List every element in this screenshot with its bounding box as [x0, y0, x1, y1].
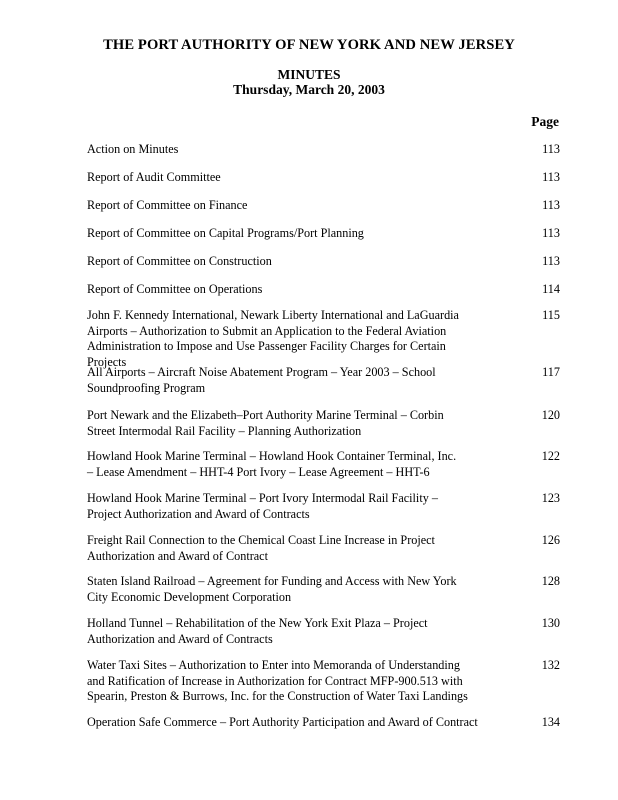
- toc-entry-page-number: 123: [541, 491, 560, 505]
- toc-entry-page-number: 120: [541, 408, 560, 422]
- toc-entry-page-number: 113: [542, 198, 560, 212]
- toc-entry-title: Holland Tunnel – Rehabilitation of the New York Exit Plaza – Project Authorization and Award of Contracts: [87, 616, 428, 646]
- toc-entry-page-number: 113: [542, 254, 560, 268]
- toc-entry-title: Port Newark and the Elizabeth–Port Authority Marine Terminal – Corbin Street Intermodal Rail Facility – Planning Authorization: [87, 408, 444, 438]
- toc-entry-title: All Airports – Aircraft Noise Abatement Program – Year 2003 – School Soundproofing Program: [87, 365, 436, 395]
- toc-entry-title: Report of Committee on Construction: [87, 254, 272, 268]
- toc-entry-page-number: 126: [541, 533, 560, 547]
- toc-entry-page-number: 134: [541, 715, 560, 729]
- toc-entry-page-number: 113: [542, 226, 560, 240]
- meeting-date: Thursday, March 20, 2003: [233, 82, 385, 97]
- toc-entry-page-number: 128: [541, 574, 560, 588]
- toc-entry-page-number: 130: [541, 616, 560, 630]
- toc-entry-title: Water Taxi Sites – Authorization to Enter into Memoranda of Understanding and Ratification of Increase in Authorization for Contract MFP-900.513 with Spearin, Preston & Burrows, Inc. for the Construction of Water Taxi Landings: [87, 658, 468, 704]
- toc-entry-title: John F. Kennedy International, Newark Liberty International and LaGuardia Airports – Authorization to Submit an Application to the Federal Aviation Administration to Impose and Use Passenger Facility Charges for Certain Projects: [87, 308, 459, 369]
- toc-entry-page-number: 122: [541, 449, 560, 463]
- organization-title: THE PORT AUTHORITY OF NEW YORK AND NEW JERSEY: [103, 37, 515, 53]
- document-type-heading: MINUTES: [277, 67, 341, 82]
- toc-entry-title: Action on Minutes: [87, 142, 179, 156]
- toc-entry-page-number: 114: [542, 282, 560, 296]
- toc-entry-title: Report of Committee on Operations: [87, 282, 263, 296]
- toc-entry-title: Howland Hook Marine Terminal – Howland Hook Container Terminal, Inc. – Lease Amendment – HHT-4 Port Ivory – Lease Agreement – HHT-6: [87, 449, 457, 479]
- toc-entry-page-number: 115: [542, 308, 560, 322]
- toc-entry-title: Report of Audit Committee: [87, 170, 221, 184]
- toc-entry-page-number: 117: [542, 365, 560, 379]
- toc-entry-title: Operation Safe Commerce – Port Authority Participation and Award of Contract: [87, 715, 478, 729]
- toc-entry-title: Freight Rail Connection to the Chemical Coast Line Increase in Project Authorization and Award of Contract: [87, 533, 435, 563]
- toc-entry-page-number: 113: [542, 170, 560, 184]
- page-column-label: Page: [531, 114, 559, 129]
- toc-entry-page-number: 132: [541, 658, 560, 672]
- toc-entry-title: Report of Committee on Capital Programs/Port Planning: [87, 226, 364, 240]
- toc-entry-title: Howland Hook Marine Terminal – Port Ivory Intermodal Rail Facility – Project Authorization and Award of Contracts: [87, 491, 438, 521]
- toc-entry-title: Report of Committee on Finance: [87, 198, 248, 212]
- toc-entry-page-number: 113: [542, 142, 560, 156]
- toc-entry-title: Staten Island Railroad – Agreement for Funding and Access with New York City Economic Development Corporation: [87, 574, 457, 604]
